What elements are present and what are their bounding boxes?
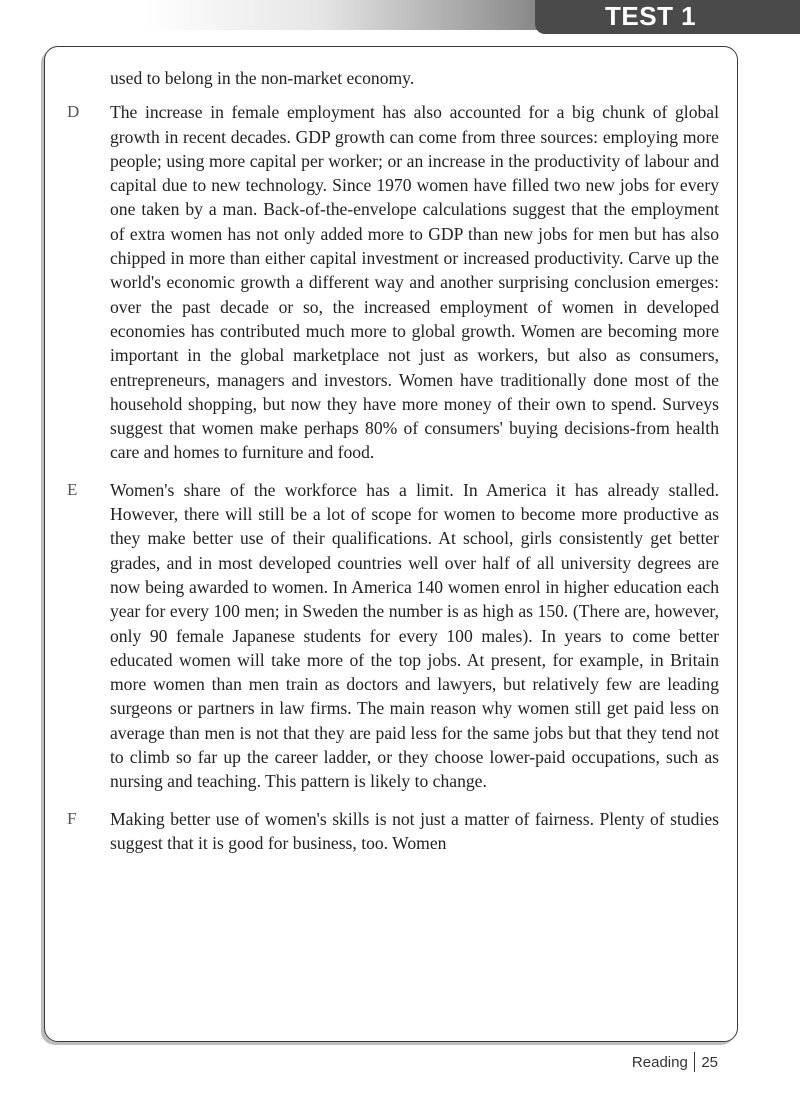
paragraph-continuation bbox=[63, 66, 719, 90]
paragraph-letter: E bbox=[67, 479, 78, 499]
test-tab-label: TEST 1 bbox=[605, 1, 697, 31]
paragraph-e bbox=[63, 478, 719, 794]
paragraph-letter: D bbox=[67, 102, 80, 122]
footer-divider bbox=[694, 1052, 696, 1072]
paragraph-d bbox=[63, 100, 719, 464]
page-number: 25 bbox=[701, 1054, 718, 1071]
footer-section-label: Reading bbox=[631, 1054, 688, 1071]
paragraph-f bbox=[63, 807, 719, 856]
paragraph-text: The increase in female employment has also accounted for a big chunk of global growth in recent decades. GDP growth can come from three sources: employing more people; using more capital per worker; or an increase in the productivity of labour and capital due to new technology. Since 1970 women have filled two new jobs for every one taken by a man. Back-of-the-envelope calculations suggest that the employment of extra women has not only added more to GDP than new jobs for men but has also chipped in more than either capital investment or increased productivity. Carve up the world's economic growth a different way and another surprising conclusion emerges: over the past decade or so, the increased employment of women in developed economies has contributed much more to global growth. Women are becoming more important in the global marketplace not just as workers, but also as consumers, entrepreneurs, managers and investors. Women have traditionally done most of the household shopping, but now they have more money of their own to spend. Surveys suggest that women make perhaps 80% of consumers' buying decisions-from health care and homes to furniture and food. bbox=[110, 102, 719, 463]
paragraph-text: Making better use of women's skills is not just a matter of fairness. Plenty of studies suggest that it is good for business, too. Women bbox=[110, 808, 719, 853]
page-footer bbox=[632, 1052, 718, 1074]
paragraph-text: used to belong in the non-market economy. bbox=[110, 68, 415, 88]
passage-content bbox=[63, 66, 719, 868]
paragraph-letter: F bbox=[67, 808, 77, 828]
test-tab bbox=[535, 0, 800, 34]
paragraph-text: Women's share of the workforce has a limit. In America it has already stalled. However, there will still be a lot of scope for women to become more productive as they make better use of their qualifications. At school, girls consistently get better grades, and in most developed countries well over half of all university degrees are now being awarded to women. In America 140 women enrol in higher education each year for every 100 men; in Sweden the number is as high as 150. (There are, however, only 90 female Japanese students for every 100 males). In years to come better educated women will take more of the top jobs. At present, for example, in Britain more women than men train as doctors and lawyers, but relatively few are leading surgeons or partners in law firms. The main reason why women still get paid less on average than men is not that they are paid less for the same jobs but that they tend not to climb so far up the career ladder, or they choose lower-paid occupations, such as nursing and teaching. This pattern is likely to change. bbox=[110, 479, 719, 792]
